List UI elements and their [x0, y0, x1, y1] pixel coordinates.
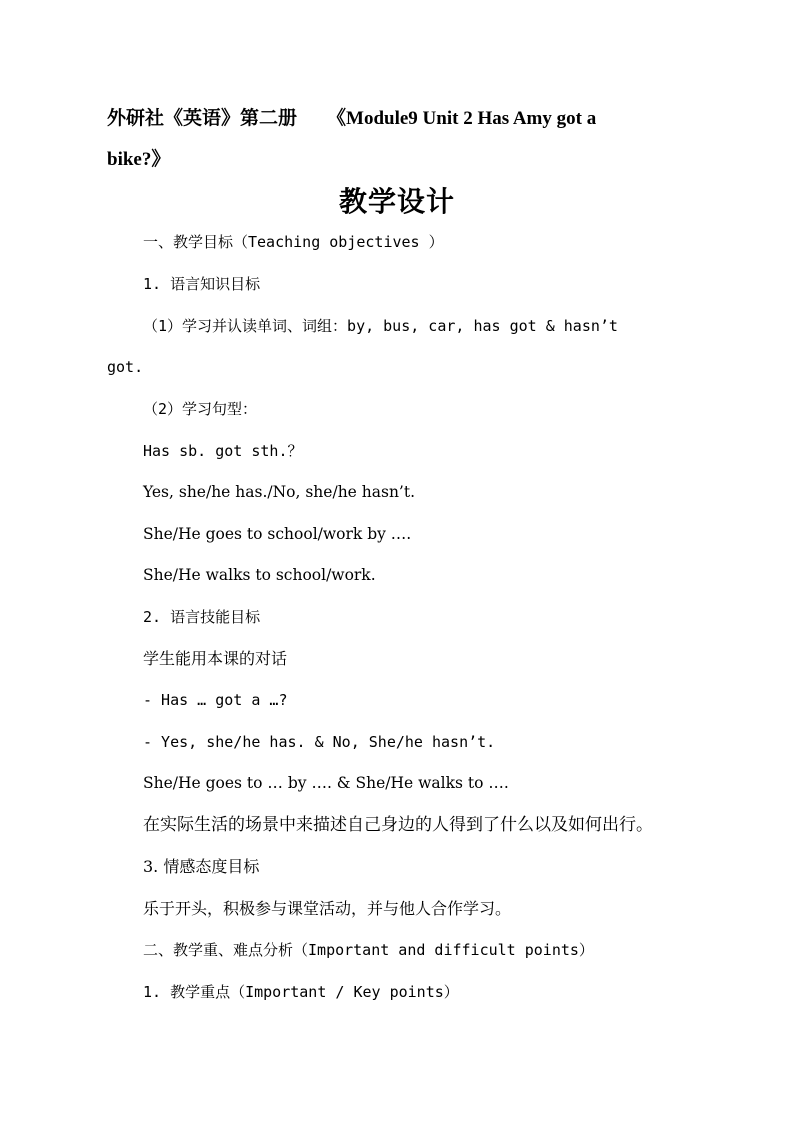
heading-chinese-part: 外研社《英语》第二册 — [107, 108, 298, 129]
vocabulary-line-continued: got. — [107, 358, 144, 376]
objective-language-skills: 2. 语言技能目标 — [143, 608, 261, 626]
document-heading-line-1 — [107, 106, 697, 132]
sentence-pattern-2: Yes, she/he has./No, she/he hasn’t. — [143, 483, 416, 501]
objective-emotional-attitude: 3. 情感态度目标 — [143, 857, 260, 876]
section-teaching-objectives: 一、教学目标（Teaching objectives ） — [143, 233, 444, 251]
key-points-heading: 1. 教学重点（Important / Key points） — [143, 983, 459, 1001]
document-title: 教学设计 — [338, 185, 455, 218]
skills-description: 学生能用本课的对话 — [143, 649, 288, 668]
skills-context: 在实际生活的场景中来描述自己身边的人得到了什么以及如何出行。 — [143, 815, 653, 835]
document-heading-line-2: bike?》 — [107, 149, 171, 170]
dialogue-line-2: - Yes, she/he has. & No, She/he hasn’t. — [143, 733, 496, 751]
sentence-pattern-3: She/He goes to school/work by …. — [143, 525, 412, 543]
sentence-patterns-label: （2）学习句型： — [143, 400, 258, 418]
attitude-description: 乐于开头，积极参与课堂活动，并与他人合作学习。 — [143, 899, 512, 918]
dialogue-line-1: - Has … got a …? — [143, 691, 288, 709]
objective-language-knowledge: 1. 语言知识目标 — [143, 275, 261, 293]
sentence-pattern-1: Has sb. got sth.？ — [143, 442, 303, 460]
sentence-pattern-4: She/He walks to school/work. — [143, 566, 376, 584]
section-important-difficult-points: 二、教学重、难点分析（Important and difficult points） — [143, 941, 594, 959]
heading-english-part: 《Module9 Unit 2 Has Amy got a — [327, 108, 597, 129]
vocabulary-line: （1）学习并认读单词、词组：by, bus, car, has got & hasn’t — [143, 317, 618, 335]
dialogue-line-3: She/He goes to … by …. & She/He walks to …. — [143, 774, 509, 792]
